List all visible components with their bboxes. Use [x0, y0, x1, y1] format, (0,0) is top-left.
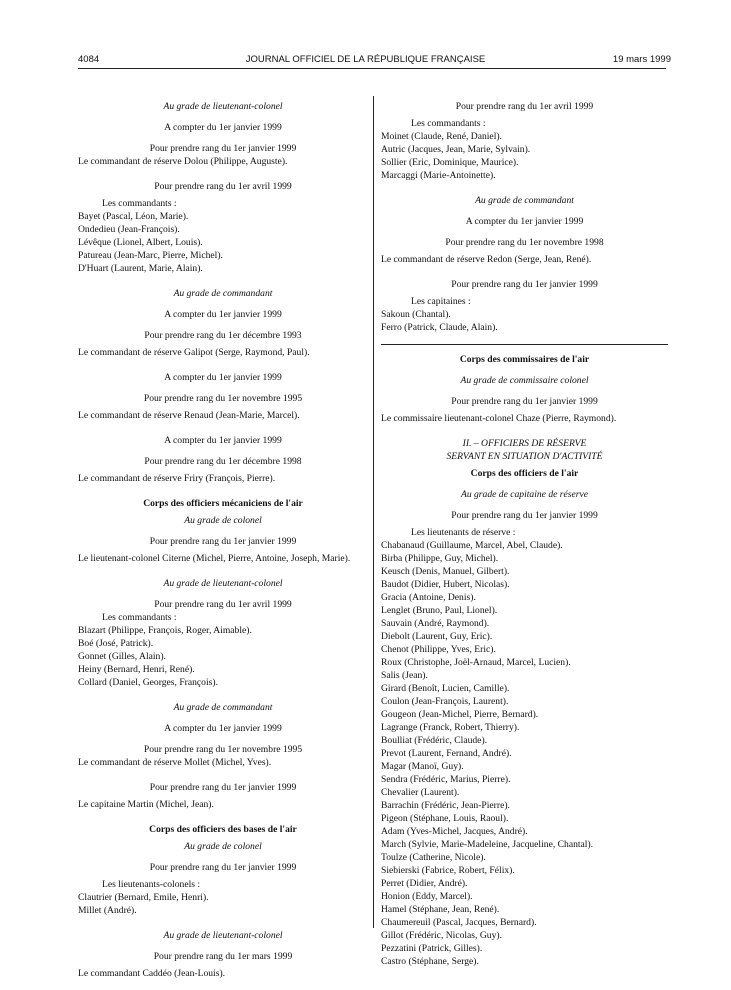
- text-line: March (Sylvie, Marie-Madeleine, Jacqueline, Chantal).: [381, 839, 594, 850]
- date-line: A compter du 1er janvier 1999: [164, 435, 282, 446]
- text-line: Boé (José, Patrick).: [78, 638, 154, 649]
- text-line: Les commandants :: [102, 612, 177, 623]
- right-column: [381, 100, 668, 968]
- text-line: Lenglet (Bruno, Paul, Lionel).: [381, 605, 498, 616]
- text-line: Chabanaud (Guillaume, Marcel, Abel, Claude).: [381, 540, 563, 551]
- text-line: Le commissaire lieutenant-colonel Chaze (Pierre, Raymond).: [381, 413, 617, 424]
- date-line: A compter du 1er janvier 1999: [164, 309, 282, 320]
- page-header: [0, 54, 731, 68]
- date-line: A compter du 1er janvier 1999: [164, 372, 282, 383]
- date-line: Pour prendre rang du 1er avril 1999: [154, 599, 292, 610]
- text-line: Les commandants :: [102, 198, 177, 209]
- text-line: Sauvain (André, Raymond).: [381, 618, 490, 629]
- date-line: A compter du 1er janvier 1999: [164, 723, 282, 734]
- text-line: Marcaggi (Marie-Antoinette).: [381, 170, 496, 181]
- date-line: Pour prendre rang du 1er novembre 1995: [143, 744, 303, 755]
- text-line: Bayet (Pascal, Léon, Marie).: [78, 211, 189, 222]
- text-line: Pigeon (Stéphane, Louis, Raoul).: [381, 813, 509, 824]
- text-line: Heiny (Bernard, Henri, René).: [78, 664, 195, 675]
- text-line: Le lieutenant-colonel Citerne (Michel, Pierre, Antoine, Joseph, Marie).: [78, 553, 351, 564]
- header-rule: [78, 68, 666, 69]
- text-line: Patureau (Jean-Marc, Pierre, Michel).: [78, 250, 223, 261]
- date-line: Pour prendre rang du 1er avril 1999: [154, 181, 292, 192]
- date-line: Pour prendre rang du 1er janvier 1999: [149, 862, 297, 873]
- date-line: Pour prendre rang du 1er avril 1999: [455, 101, 594, 112]
- page-number: 4084: [78, 54, 100, 65]
- text-line: Gonnet (Gilles, Alain).: [78, 651, 166, 662]
- date-line: Pour prendre rang du 1er décembre 1998: [144, 456, 302, 467]
- text-line: Lagrange (Franck, Robert, Thierry).: [381, 722, 520, 733]
- text-line: Le commandant de réserve Friry (François, Pierre).: [78, 473, 276, 484]
- grade-heading: SERVANT EN SITUATION D'ACTIVITÉ: [446, 451, 603, 462]
- grade-heading: II. – OFFICIERS DE RÉSERVE: [462, 438, 587, 449]
- date-line: Pour prendre rang du 1er janvier 1999: [149, 782, 297, 793]
- date-line: Pour prendre rang du 1er janvier 1999: [451, 510, 598, 521]
- text-line: Sakoun (Chantal).: [381, 309, 451, 320]
- grade-heading: Au grade de capitaine de réserve: [460, 489, 589, 500]
- grade-heading: Au grade de lieutenant-colonel: [163, 930, 283, 941]
- grade-heading: Au grade de colonel: [184, 515, 262, 526]
- text-line: Sollier (Eric, Dominique, Maurice).: [381, 157, 519, 168]
- text-line: Chenot (Philippe, Yves, Eric).: [381, 644, 496, 655]
- text-line: Birba (Philippe, Guy, Michel).: [381, 553, 499, 564]
- text-line: Roux (Christophe, Joël-Arnaud, Marcel, Lucien).: [381, 657, 571, 668]
- text-line: Les commandants :: [411, 118, 486, 129]
- grade-heading: Au grade de lieutenant-colonel: [163, 101, 283, 112]
- text-line: Les lieutenants de réserve :: [411, 527, 516, 538]
- text-line: Autric (Jacques, Jean, Marie, Sylvain).: [381, 144, 531, 155]
- date-line: Pour prendre rang du 1er janvier 1999: [149, 143, 297, 154]
- date-line: Pour prendre rang du 1er novembre 1998: [445, 237, 604, 248]
- text-line: Blazart (Philippe, François, Roger, Aimable).: [78, 625, 252, 636]
- date-line: Pour prendre rang du 1er janvier 1999: [149, 536, 297, 547]
- grade-heading: Au grade de commandant: [173, 288, 273, 299]
- date-line: A compter du 1er janvier 1999: [465, 216, 584, 227]
- text-line: Le commandant de réserve Redon (Serge, Jean, René).: [381, 254, 592, 265]
- text-line: Prevot (Laurent, Fernand, André).: [381, 748, 512, 759]
- date-line: Pour prendre rang du 1er janvier 1999: [451, 279, 598, 290]
- text-line: Gracia (Antoine, Denis).: [381, 592, 476, 603]
- text-line: Ferro (Patrick, Claude, Alain).: [381, 322, 498, 333]
- section-heading: Corps des officiers de l'air: [470, 468, 579, 479]
- text-line: Adam (Yves-Michel, Jacques, André).: [381, 826, 528, 837]
- text-line: Chevalier (Laurent).: [381, 787, 460, 798]
- text-line: Le capitaine Martin (Michel, Jean).: [78, 799, 214, 810]
- column-divider: [373, 96, 374, 928]
- journal-title: JOURNAL OFFICIEL DE LA RÉPUBLIQUE FRANÇAISE: [245, 54, 486, 65]
- section-heading: Corps des officiers des bases de l'air: [149, 824, 297, 835]
- left-column: [78, 100, 368, 980]
- text-line: Gillot (Frédéric, Nicolas, Guy).: [381, 930, 502, 941]
- section-heading: Corps des commissaires de l'air: [459, 354, 590, 365]
- grade-heading: Au grade de colonel: [184, 841, 262, 852]
- text-line: Castro (Stéphane, Serge).: [381, 956, 479, 967]
- text-line: Keusch (Denis, Manuel, Gilbert).: [381, 566, 510, 577]
- text-line: Gougeon (Jean-Michel, Pierre, Bernard).: [381, 709, 539, 720]
- text-line: Girard (Benoît, Lucien, Camille).: [381, 683, 510, 694]
- section-heading: Corps des officiers mécaniciens de l'air: [143, 498, 303, 509]
- text-line: Coulon (Jean-François, Laurent).: [381, 696, 509, 707]
- grade-heading: Au grade de commandant: [173, 702, 273, 713]
- text-line: Millet (André).: [78, 905, 137, 916]
- text-line: Clautrier (Bernard, Emile, Henri).: [78, 892, 209, 903]
- text-line: Le commandant de réserve Renaud (Jean-Marie, Marcel).: [78, 410, 300, 421]
- grade-heading: Au grade de commandant: [475, 195, 574, 206]
- text-line: Le commandant de réserve Dolou (Philippe, Auguste).: [78, 156, 288, 167]
- text-line: Siebierski (Fabrice, Robert, Félix).: [381, 865, 515, 876]
- grade-heading: Au grade de lieutenant-colonel: [163, 578, 283, 589]
- text-line: Barrachin (Frédéric, Jean-Pierre).: [381, 800, 510, 811]
- text-line: Chaumereuil (Pascal, Jacques, Bernard).: [381, 917, 537, 928]
- text-line: Baudot (Didier, Hubert, Nicolas).: [381, 579, 510, 590]
- text-line: Boulliat (Frédéric, Claude).: [381, 735, 488, 746]
- text-line: Honion (Eddy, Marcel).: [381, 891, 473, 902]
- text-line: Le commandant de réserve Galipot (Serge, Raymond, Paul).: [78, 347, 310, 358]
- date-line: Pour prendre rang du 1er décembre 1993: [144, 330, 302, 341]
- text-line: Le commandant Caddéo (Jean-Louis).: [78, 968, 226, 979]
- date-line: Pour prendre rang du 1er novembre 1995: [143, 393, 303, 404]
- date-line: Pour prendre rang du 1er janvier 1999: [451, 396, 598, 407]
- text-line: Le commandant de réserve Mollet (Michel, Yves).: [78, 757, 272, 768]
- text-line: Ondedieu (Jean-François).: [78, 224, 180, 235]
- date-line: Pour prendre rang du 1er mars 1999: [153, 951, 293, 962]
- issue-date: 19 mars 1999: [612, 54, 671, 65]
- text-line: Sendra (Frédéric, Marius, Pierre).: [381, 774, 511, 785]
- text-line: Les capitaines :: [411, 296, 471, 307]
- text-line: Toulze (Catherine, Nicole).: [381, 852, 486, 863]
- text-line: Salis (Jean).: [381, 670, 428, 681]
- text-line: Lévêque (Lionel, Albert, Louis).: [78, 237, 203, 248]
- text-line: Magar (Manoï, Guy).: [381, 761, 464, 772]
- section-separator: [381, 344, 668, 345]
- text-line: Diebolt (Laurent, Guy, Eric).: [381, 631, 493, 642]
- text-line: Pezzatini (Patrick, Gilles).: [381, 943, 483, 954]
- text-line: Les lieutenants-colonels :: [102, 879, 201, 890]
- date-line: A compter du 1er janvier 1999: [164, 122, 282, 133]
- text-line: Perret (Didier, André).: [381, 878, 468, 889]
- text-line: Collard (Daniel, Georges, François).: [78, 677, 218, 688]
- grade-heading: Au grade de commissaire colonel: [460, 375, 589, 386]
- text-line: Moinet (Claude, René, Daniel).: [381, 131, 502, 142]
- text-line: Hamel (Stéphane, Jean, René).: [381, 904, 500, 915]
- text-line: D'Huart (Laurent, Marie, Alain).: [78, 263, 203, 274]
